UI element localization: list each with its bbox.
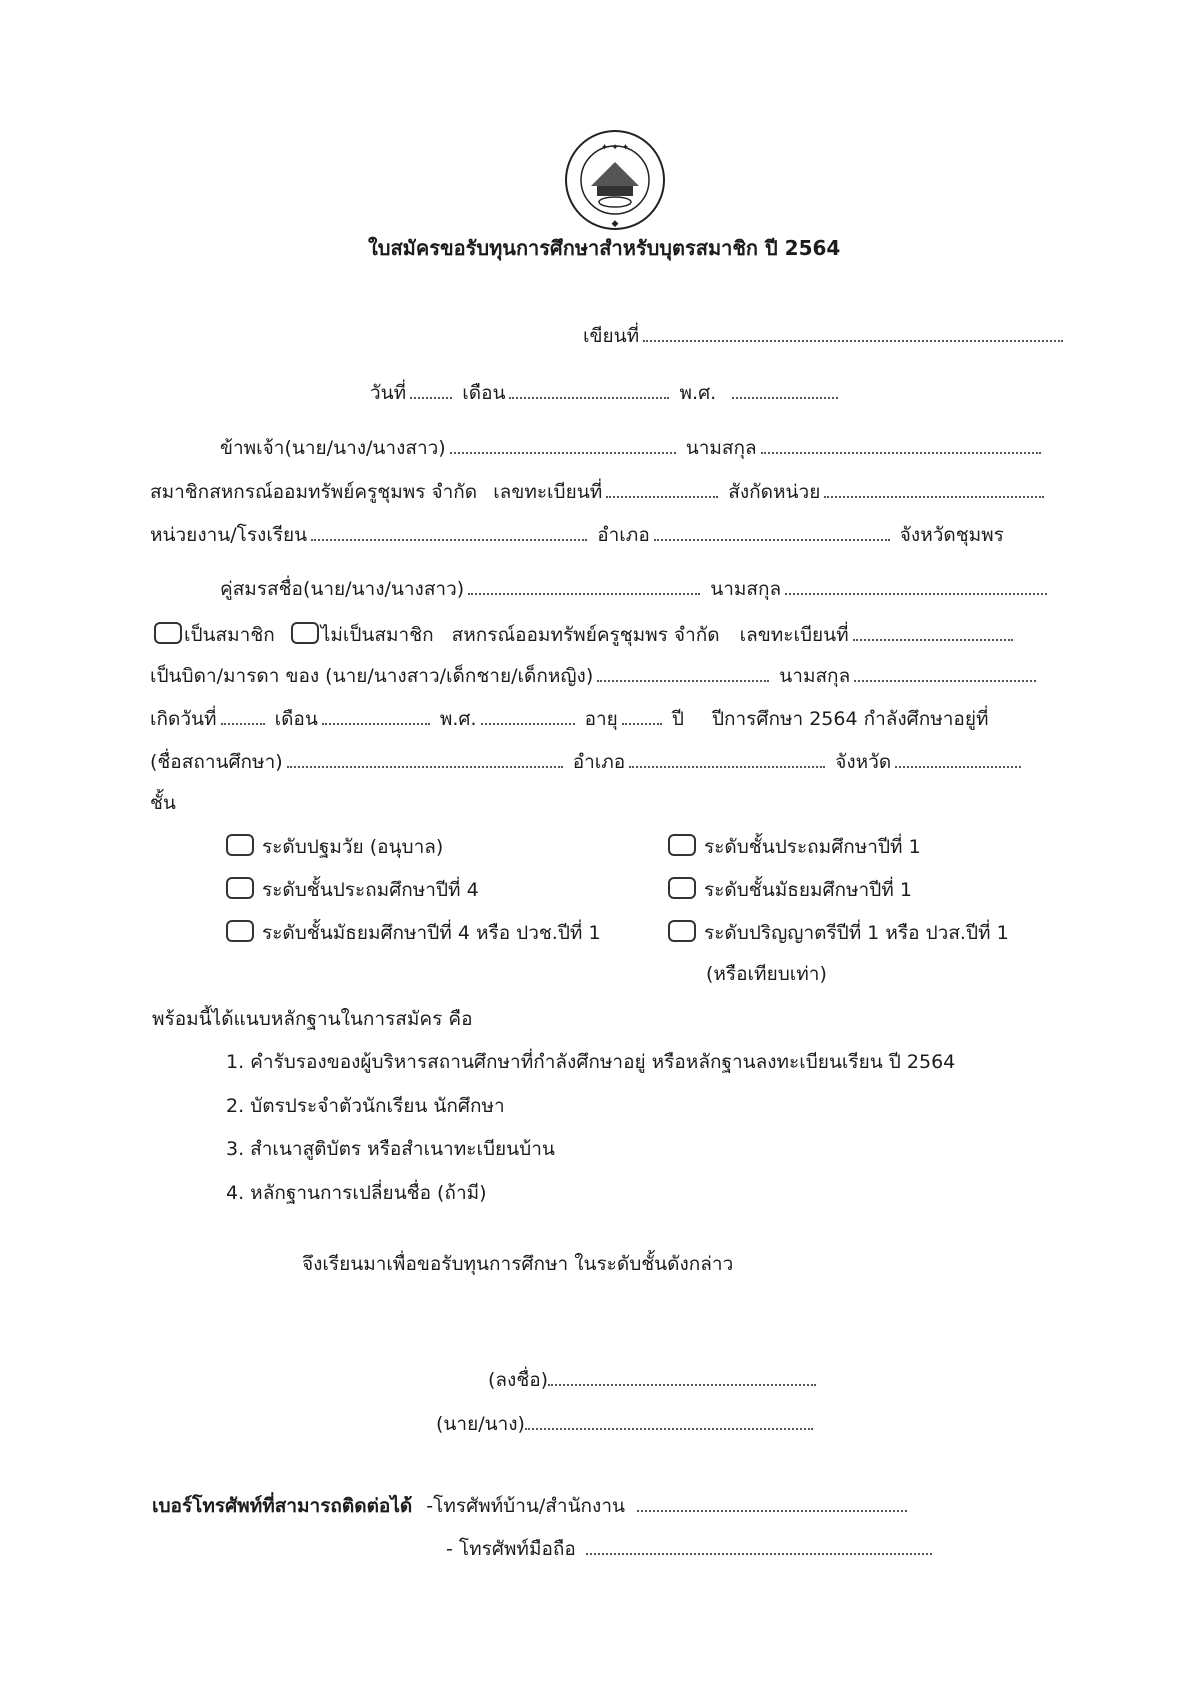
age-blank[interactable]: [622, 707, 662, 725]
spouse-name-blank[interactable]: [468, 577, 700, 595]
child-age-label: อายุ: [584, 708, 618, 730]
level-option-kindergarten[interactable]: [226, 834, 443, 859]
nonmember-checkbox[interactable]: [291, 622, 319, 644]
spouse-name-label: คู่สมรสชื่อ(นาย/นาง/นางสาว): [220, 578, 465, 600]
mobile-phone-blank[interactable]: [586, 1537, 932, 1555]
child-parent-label: เป็นบิดา/มารดา ของ (นาย/นางสาว/เด็กชาย/เด็กหญิง): [150, 665, 594, 687]
spouse-reg-blank[interactable]: [853, 623, 1013, 641]
form-title: ใบสมัครขอรับทุนการศึกษาสำหรับบุตรสมาชิก ปี 2564: [368, 236, 841, 260]
signature-blank[interactable]: [548, 1368, 816, 1386]
applicant-name-blank[interactable]: [450, 436, 676, 454]
home-phone-label: -โทรศัพท์บ้าน/สำนักงาน: [426, 1495, 625, 1517]
level-label-primary-1: ระดับชั้นประถมศึกษาปีที่ 1: [704, 836, 921, 858]
level-option-secondary-4[interactable]: [226, 920, 601, 945]
svg-text:◆: ◆: [611, 219, 619, 229]
level-checkbox-primary-4[interactable]: [226, 877, 254, 899]
child-school-label: (ชื่อสถานศึกษา): [150, 751, 283, 773]
applicant-name-row: [220, 436, 1045, 460]
level-label-bachelor-1: ระดับปริญญาตรีปีที่ 1 หรือ ปวส.ปีที่ 1: [704, 922, 1009, 944]
signature-row: [488, 1368, 820, 1392]
birth-year-blank[interactable]: [481, 707, 575, 725]
year-label: พ.ศ.: [679, 382, 717, 404]
child-studying-label: ปีการศึกษา 2564 กำลังศึกษาอยู่ที่: [711, 708, 989, 730]
level-label-secondary-4: ระดับชั้นมัธยมศึกษาปีที่ 4 หรือ ปวช.ปีที่ 1: [262, 922, 601, 944]
signer-name-row: [436, 1412, 817, 1436]
applicant-unit-label: สังกัดหน่วย: [728, 481, 821, 503]
child-birth-year-label: พ.ศ.: [439, 708, 477, 730]
child-school-blank[interactable]: [287, 750, 563, 768]
applicant-district-label: อำเภอ: [597, 524, 650, 546]
child-province-blank[interactable]: [895, 750, 1021, 768]
nonmember-option-label: ไม่เป็นสมาชิก: [320, 624, 434, 646]
signature-label: (ลงชื่อ): [488, 1369, 549, 1391]
level-option-secondary-1[interactable]: [668, 877, 912, 902]
cooperative-seal-logo: [563, 128, 667, 232]
month-blank[interactable]: [509, 381, 669, 399]
svg-text:✦ ✦ ✦: ✦ ✦ ✦: [600, 143, 630, 153]
contact-mobile-row: [446, 1537, 936, 1561]
child-surname-label: นามสกุล: [779, 665, 851, 687]
applicant-unit-blank[interactable]: [824, 480, 1044, 498]
applicant-school-label: หน่วยงาน/โรงเรียน: [150, 524, 308, 546]
applicant-school-row: [150, 523, 1004, 547]
spouse-coop-name: สหกรณ์ออมทรัพย์ครูชุมพร จำกัด: [451, 624, 720, 646]
level-checkbox-secondary-4[interactable]: [226, 920, 254, 942]
applicant-school-blank[interactable]: [311, 523, 587, 541]
contact-heading: เบอร์โทรศัพท์ที่สามารถติดต่อได้: [152, 1495, 413, 1517]
applicant-district-blank[interactable]: [654, 523, 890, 541]
attachment-item: 4. หลักฐานการเปลี่ยนชื่อ (ถ้ามี): [226, 1182, 487, 1204]
child-district-label: อำเภอ: [572, 751, 626, 773]
day-label: วันที่: [370, 382, 407, 404]
level-equivalent-note: (หรือเทียบเท่า): [706, 963, 827, 985]
applicant-member-row: [150, 480, 1048, 504]
spouse-membership-row: [154, 622, 1017, 647]
level-checkbox-bachelor-1[interactable]: [668, 920, 696, 942]
spouse-name-row: [220, 577, 1051, 601]
child-school-row: [150, 750, 1025, 774]
applicant-name-label: ข้าพเจ้า(นาย/นาง/นางสาว): [220, 437, 446, 459]
attachment-item: 2. บัตรประจำตัวนักเรียน นักศึกษา: [226, 1095, 505, 1117]
child-surname-blank[interactable]: [854, 664, 1036, 682]
day-blank[interactable]: [410, 381, 452, 399]
birth-month-blank[interactable]: [322, 707, 430, 725]
date-field: [370, 381, 842, 405]
closing-statement: จึงเรียนมาเพื่อขอรับทุนการศึกษา ในระดับชั้นดังกล่าว: [302, 1253, 734, 1275]
spouse-surname-label: นามสกุล: [710, 578, 782, 600]
written-at-blank[interactable]: [643, 324, 1063, 342]
year-blank[interactable]: [732, 381, 838, 399]
level-checkbox-primary-1[interactable]: [668, 834, 696, 856]
attachments-heading: พร้อมนี้ได้แนบหลักฐานในการสมัคร คือ: [152, 1008, 473, 1030]
level-label-secondary-1: ระดับชั้นมัธยมศึกษาปีที่ 1: [704, 879, 912, 901]
child-birth-month-label: เดือน: [274, 708, 318, 730]
applicant-surname-label: นามสกุล: [685, 437, 757, 459]
level-option-primary-1[interactable]: [668, 834, 921, 859]
level-checkbox-secondary-1[interactable]: [668, 877, 696, 899]
applicant-province: จังหวัดชุมพร: [899, 524, 1004, 546]
level-option-primary-4[interactable]: [226, 877, 479, 902]
member-checkbox[interactable]: [154, 622, 182, 644]
signer-name-label: (นาย/นาง): [436, 1413, 525, 1435]
grade-label: ชั้น: [150, 792, 176, 814]
applicant-surname-blank[interactable]: [761, 436, 1041, 454]
level-checkbox-kindergarten[interactable]: [226, 834, 254, 856]
attachment-item: 1. คำรับรองของผู้บริหารสถานศึกษาที่กำลังศึกษาอยู่ หรือหลักฐานลงทะเบียนเรียน ปี 2564: [226, 1051, 956, 1073]
written-at-field[interactable]: [583, 324, 1067, 348]
spouse-reg-label: เลขทะเบียนที่: [739, 624, 849, 646]
child-name-blank[interactable]: [597, 664, 769, 682]
member-coop-label: สมาชิกสหกรณ์ออมทรัพย์ครูชุมพร จำกัด: [150, 481, 478, 503]
member-option-label: เป็นสมาชิก: [184, 624, 275, 646]
child-years-unit: ปี: [671, 708, 684, 730]
child-province-label: จังหวัด: [835, 751, 892, 773]
home-phone-blank[interactable]: [637, 1494, 907, 1512]
child-district-blank[interactable]: [629, 750, 825, 768]
child-birth-label: เกิดวันที่: [150, 708, 217, 730]
level-option-bachelor-1[interactable]: [668, 920, 1009, 945]
birth-day-blank[interactable]: [221, 707, 265, 725]
spouse-surname-blank[interactable]: [785, 577, 1047, 595]
month-label: เดือน: [462, 382, 506, 404]
applicant-reg-blank[interactable]: [606, 480, 718, 498]
applicant-reg-label: เลขทะเบียนที่: [493, 481, 603, 503]
written-at-label: เขียนที่: [583, 325, 640, 347]
contact-home-row: [152, 1494, 911, 1518]
child-birth-row: [150, 707, 989, 731]
mobile-phone-label: - โทรศัพท์มือถือ: [446, 1538, 576, 1560]
signer-name-blank[interactable]: [525, 1412, 813, 1430]
child-name-row: [150, 664, 1040, 688]
level-label-primary-4: ระดับชั้นประถมศึกษาปีที่ 4: [262, 879, 479, 901]
level-label-kindergarten: ระดับปฐมวัย (อนุบาล): [262, 836, 444, 858]
attachment-item: 3. สำเนาสูติบัตร หรือสำเนาทะเบียนบ้าน: [226, 1138, 555, 1160]
